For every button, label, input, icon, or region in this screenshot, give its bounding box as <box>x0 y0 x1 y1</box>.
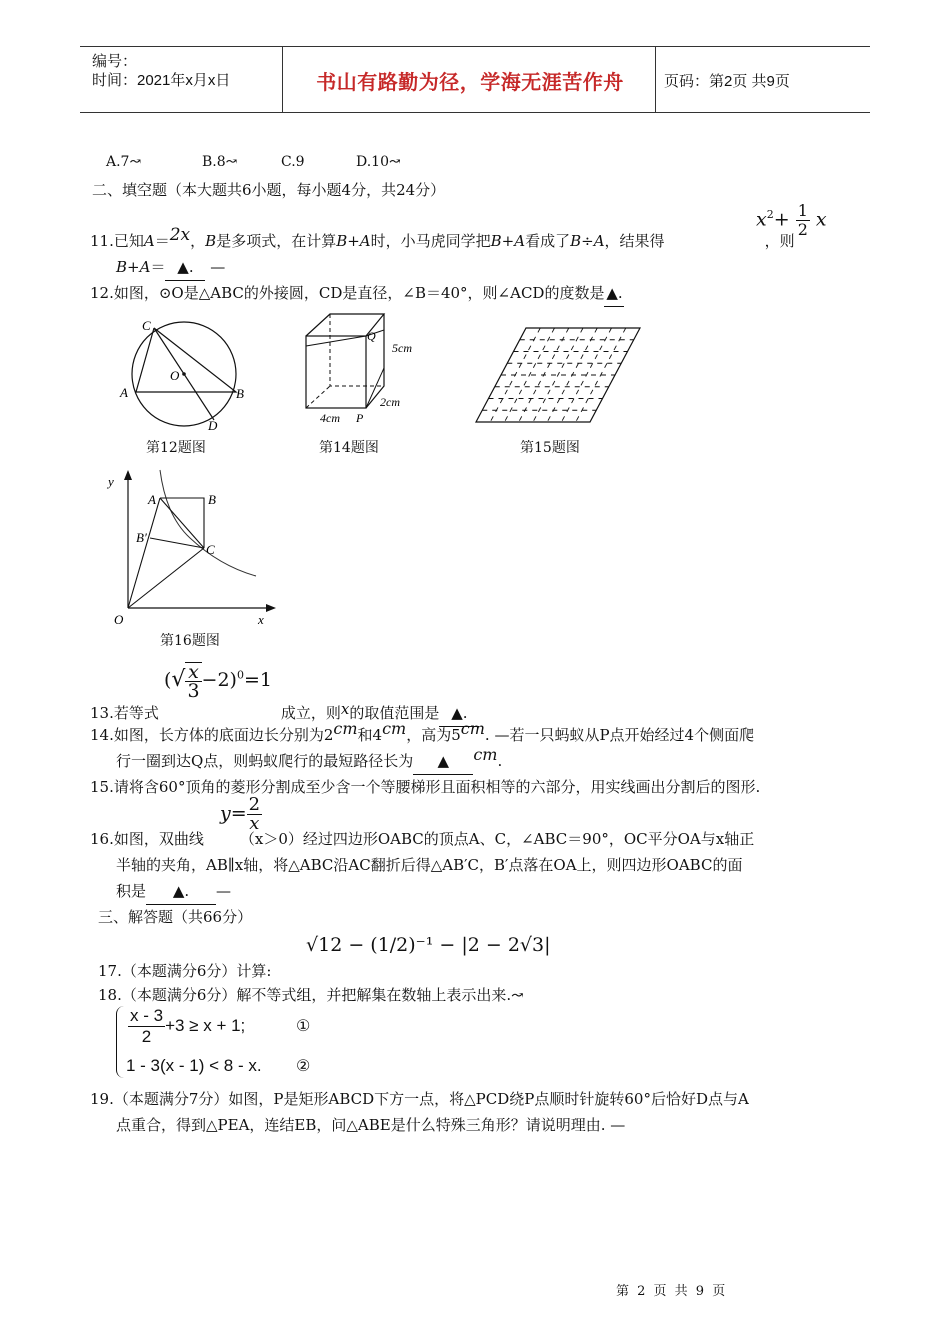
fig12-label-d: D <box>208 418 218 433</box>
figure-16-hyperbola <box>100 466 280 630</box>
header-divider <box>655 46 656 112</box>
time-label: 时间：2021年x月x日 <box>92 72 231 89</box>
fig12-label-a: A <box>120 385 128 400</box>
figure-16-caption: 第16题图 <box>160 633 220 649</box>
fig14-label-5cm: 5cm <box>392 341 412 355</box>
fig14-label-2cm: 2cm <box>380 395 400 409</box>
header-top-rule <box>80 46 870 47</box>
figure-14-cuboid <box>300 308 420 428</box>
q18-mark-1: ① <box>296 1016 311 1035</box>
q11-result-expr: $x^2+$ $\frac{1}{2}$ x <box>756 201 827 239</box>
q11-blank: ▲. <box>165 254 205 281</box>
question-19: 19.（本题满分7分）如图，P是矩形ABCD下方一点，将△PCD绕P点顺时针旋转60°后恰好D点与A 点重合，得到△PEA，连结EB，问△ABE是什么特殊三角形？请说明理由. — <box>90 1090 749 1134</box>
figure-12-caption: 第12题图 <box>146 440 206 456</box>
question-14: 14.如图，长方体的底面边长分别为2cm和4cm，高为5cm. —若一只蚂蚁从P点开始经过4个侧面爬 行一圈到达Q点，则蚂蚁爬行的最短路径长为 ▲ cm. <box>90 722 860 775</box>
fig12-label-c: C <box>142 318 151 333</box>
fig16-label-o: O <box>114 612 124 627</box>
question-15: 15.请将含60°顶角的菱形分割成至少含一个等腰梯形且面积相等的六部分，用实线画出分割后的图形. <box>90 778 761 796</box>
serial-label: 编号： <box>92 53 138 70</box>
fig12-label-b: B <box>236 386 244 401</box>
q13-blank: ▲. <box>439 700 479 727</box>
section-2-title: 二、填空题（本大题共6小题，每小题4分，共24分） <box>92 181 446 199</box>
fig16-label-b: B <box>208 492 216 507</box>
q12-blank: ▲. <box>604 280 624 307</box>
q18-inequality-1: $\frac{x - 3}{2}$ +3 ≥ x + 1; <box>130 1006 246 1046</box>
fig14-label-q: Q <box>367 329 376 343</box>
question-18: 18.（本题满分6分）解不等式组，并把解集在数轴上表示出来.↝ <box>98 986 524 1004</box>
q16-hyperbola-eq: y= $\frac{2}{x}$ <box>220 794 261 834</box>
q14-blank: ▲ <box>413 748 473 775</box>
page-info: 页码：第2页 共9页 <box>664 73 790 90</box>
q18-mark-2: ② <box>296 1056 311 1075</box>
fig12-label-o: O <box>170 368 180 383</box>
fig16-label-y: y <box>108 474 114 489</box>
fig14-label-4cm: 4cm <box>320 411 340 425</box>
question-17: 17.（本题满分6分）计算: <box>98 962 272 980</box>
header-motto: 书山有路勤为径，学海无涯苦作舟 <box>316 70 624 94</box>
fig16-label-x: x <box>258 612 264 627</box>
section-3-title: 三、解答题（共66分） <box>98 908 253 926</box>
fig14-label-p: P <box>356 411 364 425</box>
q18-inequality-2: 1 - 3(x - 1) < 8 - x. <box>126 1056 262 1075</box>
q16-blank: ▲. <box>146 878 216 905</box>
header-bottom-rule <box>80 112 870 113</box>
q18-brace <box>116 1006 125 1078</box>
figure-15-caption: 第15题图 <box>520 440 580 456</box>
choice-c: C.9 <box>281 154 305 170</box>
choice-d: D.10↝ <box>356 154 401 170</box>
question-13: 13.若等式 成立，则x的取值范围是 ▲. <box>90 700 860 727</box>
header-divider <box>282 46 283 112</box>
fig16-label-a: A <box>148 492 156 507</box>
header-meta <box>92 52 230 90</box>
choice-b: B.8↝ <box>202 154 238 170</box>
choice-a: A.7↝ <box>106 154 142 170</box>
figure-14-caption: 第14题图 <box>319 440 379 456</box>
figure-15-rhombus-grid <box>474 326 644 426</box>
fig16-label-c: C <box>206 542 215 557</box>
figure-12-circle <box>112 316 252 434</box>
question-11: 11.已知A＝2x，B是多项式，在计算B+A时，小马虎同学把B+A看成了B÷A，结果得 ，则 B+A＝ ▲. — <box>90 228 860 281</box>
q17-expression: √12 − (1/2)⁻¹ − |2 − 2√3| <box>306 934 551 956</box>
question-12: 12.如图，⊙O是△ABC的外接圆，CD是直径，∠B＝40°，则∠ACD的度数是 ▲. <box>90 280 860 307</box>
fig16-label-b-prime: B′ <box>136 530 147 545</box>
page-footer: 第 2 页 共 9 页 <box>616 1284 728 1299</box>
q13-equation: (√ $\frac{x}{3}$ −2)$^0$=1 <box>164 661 272 702</box>
question-16: 16.如图，双曲线 （x＞0）经过四边形OABC的顶点A、C，∠ABC＝90°，OC平分OA与x轴正 半轴的夹角，AB∥x轴，将△ABC沿AC翻折后得△AB′C，B′点落在OA上，则四边形OABC的面 积是 ▲. — <box>90 826 860 905</box>
